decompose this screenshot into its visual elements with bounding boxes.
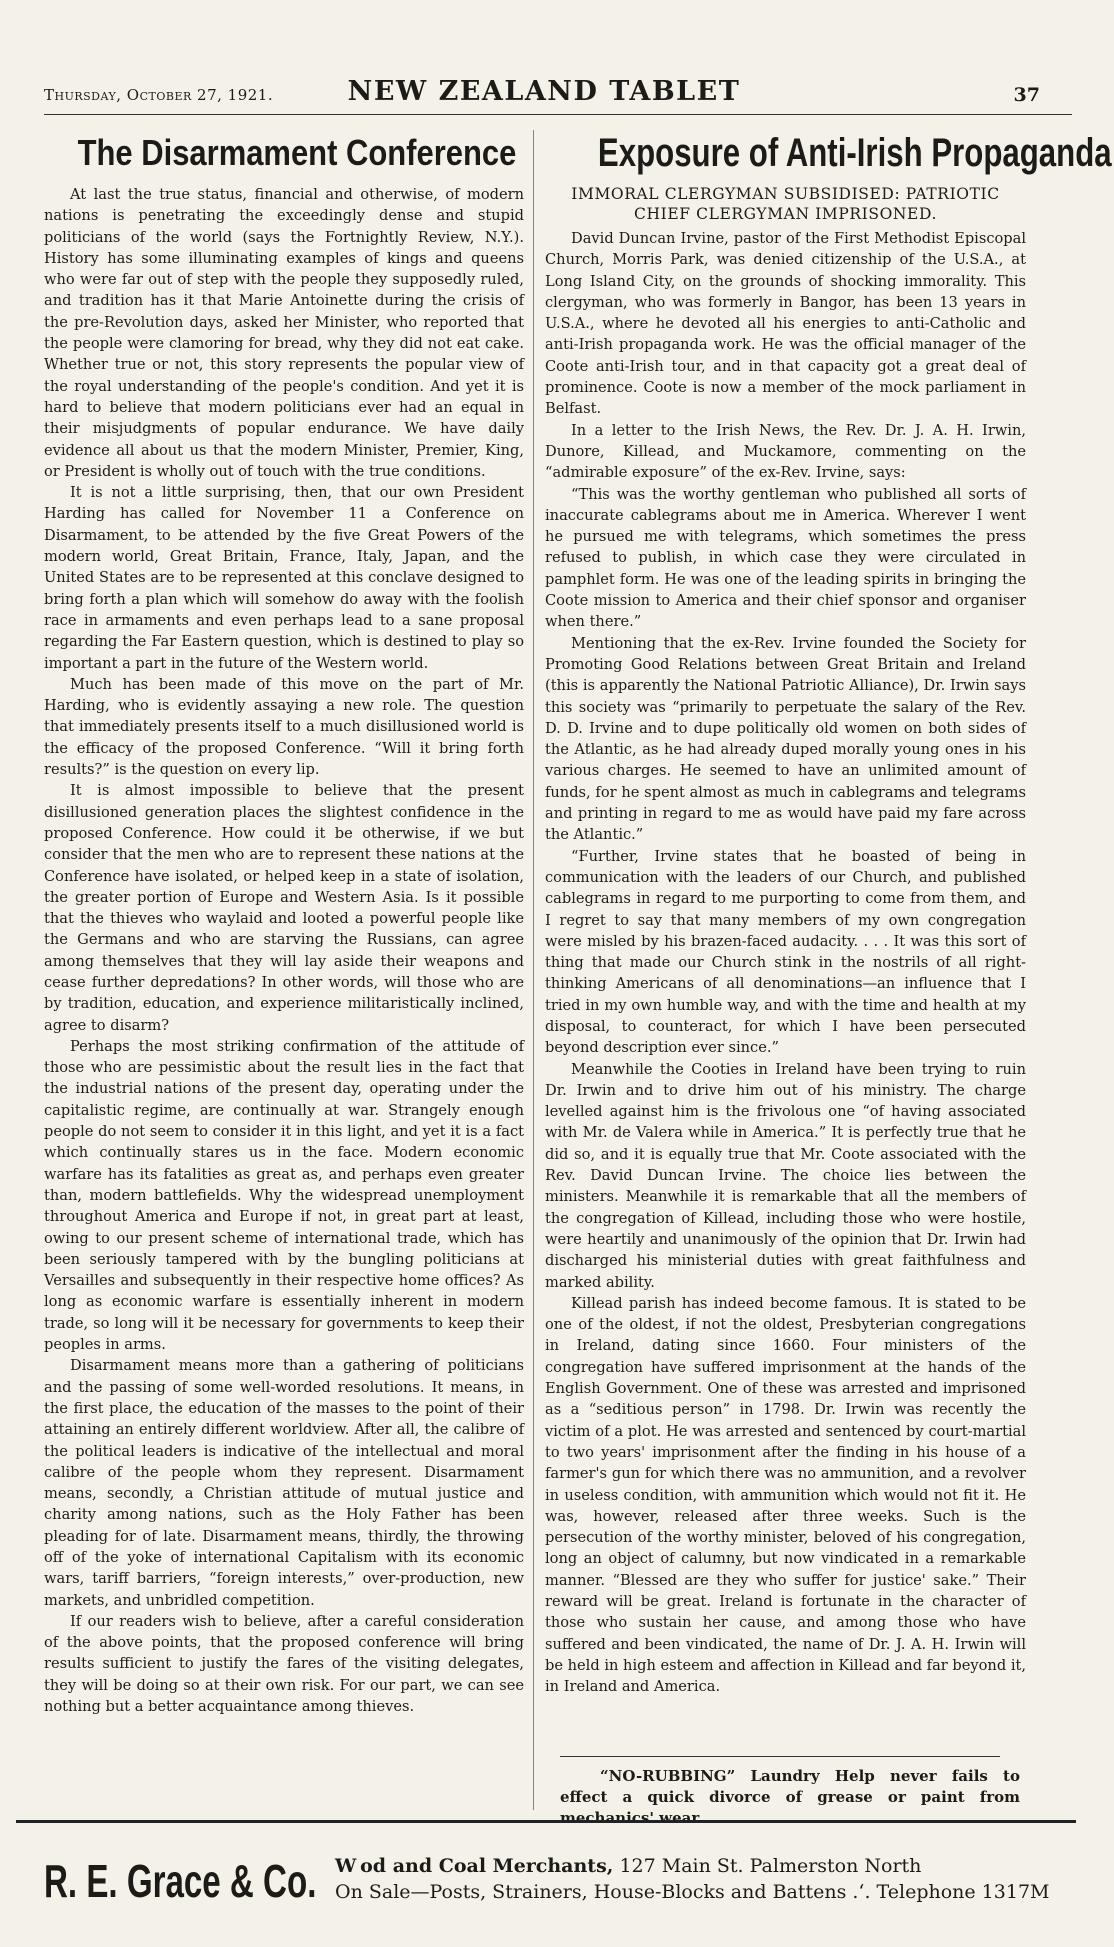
- subhead-line: IMMORAL CLERGYMAN SUBSIDISED: PATRIOTIC: [571, 185, 1000, 203]
- masthead-rule: [44, 114, 1072, 115]
- footer-advert-line: [335, 1854, 921, 1878]
- article-paragraph: Much has been made of this move on the part of Mr. Harding, who is evidently assaying a new role. The question that immediately presents itself to a much disillusioned world is the efficacy of the proposed Conference. “Will it bring forth results?” is the question on every lip.: [44, 675, 524, 779]
- article-subhead: [545, 184, 1026, 224]
- article-paragraph: Perhaps the most striking confirmation of the attitude of those who are pessimistic about the result lies in the fact that the industrial nations of the present day, operating under the capitalistic regime, are continually at war. Strangely enough people do not seem to consider it in this light, and yet it is a fact which continually stares us in the face. Modern economic warfare has its fatalities as great as, and perhaps even greater than, modern battlefields. Why the widespread unemployment throughout America and Europe if not, in great part at least, owing to our present scheme of international trade, which has been seriously tampered with by the bungling politicians at Versailles and subsequently in their respective home offices? As long as economic warfare is essentially inherent in modern trade, so long will it be necessary for governments to keep their peoples in arms.: [44, 1037, 524, 1354]
- issue-date: Thursday, October 27, 1921.: [44, 86, 274, 104]
- footer-address: 127 Main St. Palmerston North: [613, 1855, 922, 1877]
- article-paragraph: It is almost impossible to believe that the present disillusioned generation places the slightest confidence in the proposed Conference. How could it be otherwise, if we but consider that the men who are to represent these nations at the Conference have isolated, or helped keep in a state of isolation, the greater portion of Europe and Western Asia. Is it possible that the thieves who waylaid and looted a powerful people like the Germans and who are starving the Russians, can agree among themselves that they will lay aside their weapons and cease further depredations? In other words, will those who are by tradition, education, and experience militaristically inclined, agree to disarm?: [44, 782, 524, 1034]
- article-headline: Exposure of Anti-Irish Propaganda: [597, 131, 1112, 175]
- footer-rule: [16, 1820, 1076, 1823]
- article-paragraph: Mentioning that the ex-Rev. Irvine founded the Society for Promoting Good Relations between Great Britain and Ireland (this is apparently the National Patriotic Alliance), Dr. Irwin says this society was “primarily to perpetuate the salary of the Rev. D. D. Irvine and to dupe politically old women on both sides of the Atlantic, as he had already duped morally young ones in his various charges. He seemed to have an unlimited amount of funds, for he spent almost as much in cablegrams and telegrams and printing in regard to me as would have paid my fare across the Atlantic.”: [545, 634, 1026, 844]
- article-paragraph: Killead parish has indeed become famous. It is stated to be one of the oldest, if not the oldest, Presbyterian congregations in Ireland, dating since 1660. Four ministers of the congregation have suffered imprisonment at the hands of the English Government. One of these was arrested and imprisoned as a “seditious person” in 1798. Dr. Irwin was recently the victim of a plot. He was arrested and sentenced by court-martial to two years' imprisonment after the finding in his house of a farmer's gun for which there was no ammunition, and a revolver in useless condition, with ammunition which would not fit it. He was, however, released after three weeks. Such is the persecution of the worthy minister, beloved of his congregation, long an object of calumny, but now vindicated in a remarkable manner. “Blessed are they who suffer for justice' sake.” Their reward will be great. Ireland is fortunate in the character of those who sustain her cause, and among those who have suffered and been vindicated, the name of Dr. J. A. H. Irwin will be held in high esteem and affection in Killead and far beyond it, in Ireland and America.: [545, 1294, 1026, 1696]
- subhead-line: CHIEF CLERGYMAN IMPRISONED.: [634, 205, 937, 223]
- article-paragraph: At last the true status, financial and otherwise, of modern nations is penetrating the exceedingly dense and stupid politicians of the world (says the Fortnightly Review, N.Y.). History has some illuminating examples of kings and queens who were far out of step with the people they supposedly ruled, and tradition has it that Marie Antoinette during the crisis of the pre-Revolution days, asked her Minister, who reported that the people were clamoring for bread, why they did not eat cake. Whether true or not, this story represents the popular view of the royal understanding of the people's condition. And yet it is hard to believe that modern politicians ever had an equal in their misjudgments of popular endurance. We have daily evidence all about us that the modern Minister, Premier, King, or President is wholly out of touch with the true conditions.: [44, 186, 524, 480]
- article-headline: The Disarmament Conference: [77, 132, 517, 173]
- footer-advert-line: On Sale—Posts, Strainers, House-Blocks and Battens .‘. Telephone 1317M: [335, 1881, 1050, 1903]
- masthead: [44, 76, 1044, 110]
- footer-advertiser-logo: R. E. Grace & Co.: [44, 1855, 317, 1907]
- article-paragraph: Disarmament means more than a gathering of politicians and the passing of some well-worded resolutions. It means, in the first place, the education of the masses to the point of their attaining an entirely different worldview. After all, the calibre of the political leaders is indicative of the intellectual and moral calibre of the people whom they represent. Disarmament means, secondly, a Christian attitude of mutual justice and charity among nations, such as the Holy Father has been pleading for of late. Disarmament means, thirdly, the throwing off of the yoke of international Capitalism with its economic wars, tariff barriers, “foreign interests,” over-production, new markets, and unbridled competition.: [44, 1357, 524, 1609]
- article-disarmament-conference: [44, 126, 524, 1717]
- article-paragraph: It is not a little surprising, then, that our own President Harding has called for November 11 a Conference on Disarmament, to be attended by the five Great Powers of the modern world, Great Britain, France, Italy, Japan, and the United States are to be represented at this conclave designed to bring forth a plan which will somehow do away with the foolish race in armaments and even perhaps lead to a sane proposal regarding the Far Eastern question, which is destined to play so important a part in the future of the Western world.: [44, 484, 524, 672]
- column-divider: [533, 130, 534, 1810]
- article-paragraph: In a letter to the Irish News, the Rev. Dr. J. A. H. Irwin, Dunore, Killead, and Muckamore, commenting on the “admirable exposure” of the ex-Rev. Irvine, says:: [545, 421, 1026, 482]
- advert-rule: [560, 1756, 1000, 1757]
- article-paragraph: “This was the worthy gentleman who published all sorts of inaccurate cablegrams about me in America. Wherever I went he pursued me with telegrams, which sometimes the press refused to publish, in which case they were circulated in pamphlet form. He was one of the leading spirits in bringing the Coote mission to America and their chief sponsor and organiser when there.”: [545, 485, 1026, 631]
- article-paragraph: “Further, Irvine states that he boasted of being in communication with the leaders of our Church, and published cablegrams in regard to me purporting to come from them, and I regret to say that many members of my own congregation were misled by his brazen-faced audacity. . . . It was this sort of thing that made our Church stink in the nostrils of all right-thinking Americans of all denominations—an influence that I tried in my own humble way, and with the time and health at my disposal, to counteract, for which I have been persecuted beyond description ever since.”: [545, 847, 1026, 1057]
- footer-trade: W od and Coal Merchants,: [335, 1855, 614, 1877]
- article-paragraph: Meanwhile the Cooties in Ireland have been trying to ruin Dr. Irwin and to drive him out of his ministry. The charge levelled against him is the frivolous one “of having associated with Mr. de Valera while in America.” It is perfectly true that he did so, and it is equally true that Mr. Coote associated with the Rev. David Duncan Irvine. The choice lies between the ministers. Meanwhile it is remarkable that all the members of the congregation of Killead, including those who were hostile, were heartily and unanimously of the opinion that Dr. Irwin had discharged his ministerial duties with great faithfulness and marked ability.: [545, 1060, 1026, 1291]
- article-anti-irish-propaganda: [545, 126, 1112, 1697]
- publication-title: NEW ZEALAND TABLET: [347, 76, 741, 107]
- laundry-advert: “NO-RUBBING” Laundry Help never fails to effect a quick divorce of grease or paint from mechanics' wear.: [560, 1767, 1020, 1827]
- article-paragraph: If our readers wish to believe, after a careful consideration of the above points, that the proposed conference will bring results sufficient to justify the fares of the visiting delegates, they will be doing so at their own risk. For our part, we can see nothing but a better acquaintance among thieves.: [44, 1612, 524, 1716]
- article-paragraph: David Duncan Irvine, pastor of the First Methodist Episcopal Church, Morris Park, was denied citizenship of the U.S.A., at Long Island City, on the grounds of shocking immorality. This clergyman, who was formerly in Bangor, has been 13 years in U.S.A., where he devoted all his energies to anti-Catholic and anti-Irish propaganda work. He was the official manager of the Coote anti-Irish tour, and in that capacity got a great deal of prominence. Coote is now a member of the mock parliament in Belfast.: [545, 230, 1026, 418]
- page-number: 37: [1013, 84, 1040, 106]
